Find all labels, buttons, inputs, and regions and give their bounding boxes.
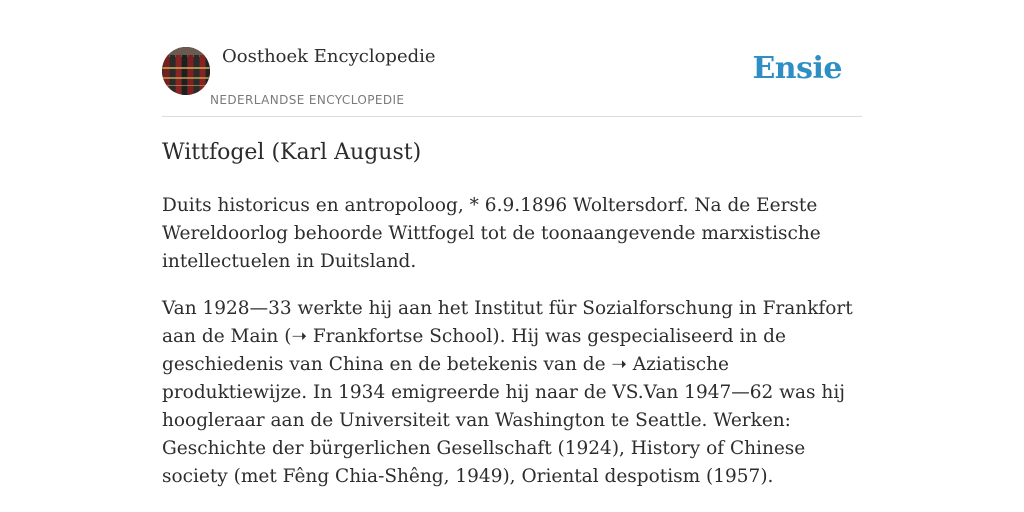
source-name[interactable]: Oosthoek Encyclopedie: [222, 46, 436, 67]
article-paragraph-2: [162, 295, 862, 491]
paragraph-text: Van 1928—33 werkte hij aan het Institut für Sozialforschung in Frankfort aan de Main (: [162, 298, 853, 347]
source-subtitle: NEDERLANDSE ENCYCLOPEDIE: [210, 93, 405, 107]
encyclopedia-books-icon[interactable]: [162, 47, 210, 95]
link-frankfortse-school[interactable]: ➝ Frankfortse School: [291, 326, 493, 347]
header: [162, 0, 862, 117]
brand-logo[interactable]: Ensie: [752, 51, 842, 86]
article-title: Wittfogel (Karl August): [162, 140, 422, 165]
article-paragraph-1: Duits historicus en antropoloog, * 6.9.1896 Woltersdorf. Na de Eerste Wereldoorlog behoorde Wittfogel tot de toonaangevende marxistische intellectuelen in Duitsland.: [162, 195, 821, 272]
article-page: [162, 0, 862, 487]
link-aziatische-produktiewijze[interactable]: ➝ Aziatische produktiewijze: [162, 354, 729, 403]
paragraph-text: ). Hij was gespecialiseerd in de geschiedenis van China en de betekenis van de: [162, 326, 786, 375]
paragraph-text: . In 1934 emigreerde hij naar de VS.Van 1947—62 was hij hoogleraar aan de Universiteit van Washington te Seattle. Werken: Geschichte der bürgerlichen Gesellschaft (1924), History of Chinese society (met Fêng Chia-Shêng, 1949), Oriental despotism (1957).: [162, 382, 845, 487]
